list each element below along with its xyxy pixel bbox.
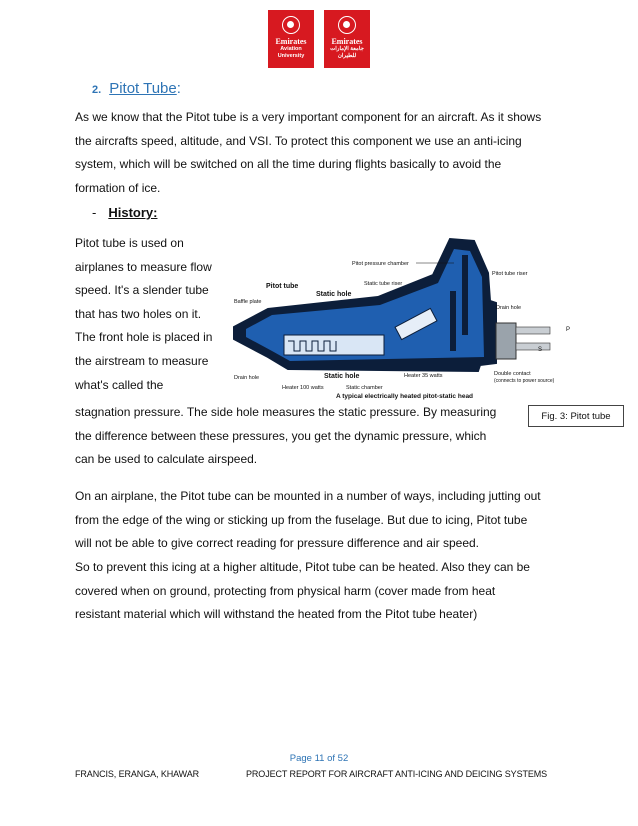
emirates-emblem-icon — [282, 16, 300, 34]
label-baffle-plate: Baffle plate — [234, 299, 262, 305]
label-double-contact: Double contact — [494, 371, 531, 377]
logo-arabic-line-1: Emirates — [331, 37, 363, 46]
figure-title: A typical electrically heated pitot-static head — [336, 393, 474, 400]
history-cont-line: the difference between these pressures, you get the dynamic pressure, which — [75, 428, 487, 443]
logo-arabic-line-2: جامعة الإمارات — [330, 46, 364, 52]
prevention-line: So to prevent this icing at a higher altitude, Pitot tube can be heated. Also they can be — [75, 560, 530, 574]
label-s-marker: S — [538, 347, 543, 353]
history-line: speed. It's a slender tube — [75, 283, 209, 298]
mounting-line: will not be able to give correct reading for pressure difference and air speed. — [75, 536, 480, 551]
intro-line: As we know that the Pitot tube is a very important component for an aircraft. As it shows — [75, 110, 542, 124]
connector-body — [496, 323, 516, 359]
section-title: Pitot Tube — [109, 80, 177, 97]
history-line: the airstream to measure — [75, 353, 209, 368]
footer-authors: FRANCIS, ERANGA, KHAWAR — [75, 769, 200, 779]
history-line: that has two holes on it. — [75, 306, 202, 321]
history-cont-line: can be used to calculate airspeed. — [75, 452, 258, 467]
label-heater-35: Heater 35 watts — [404, 373, 443, 379]
history-line: Pitot tube is used on — [75, 236, 184, 250]
history-title: History: — [108, 205, 158, 220]
intro-line: formation of ice. — [75, 180, 161, 195]
pitot-static-head-diagram — [228, 231, 571, 403]
section-heading — [92, 80, 181, 97]
intro-paragraph — [75, 106, 545, 200]
label-static-chamber: Static chamber — [346, 385, 383, 391]
label-static-tube-riser: Static tube riser — [364, 281, 403, 287]
logo-line-2: Aviation — [280, 46, 302, 52]
pitot-tube-riser-pipe — [462, 255, 468, 335]
label-pitot-pressure-chamber: Pitot pressure chamber — [352, 261, 409, 267]
intro-line: system, which will be switched on all the time during flights basically to avoid the — [75, 157, 502, 172]
bullet-dash: - — [92, 205, 97, 220]
logo-line-3: University — [277, 53, 305, 59]
section-colon: : — [176, 80, 181, 97]
intro-line: the aircrafts speed, altitude, and VSI. To protect this component we use an anti-icing — [75, 133, 522, 148]
label-static-hole-bottom: Static hole — [324, 373, 360, 380]
emirates-emblem-icon — [338, 16, 356, 34]
label-p-marker: P — [566, 327, 571, 333]
section-number: 2. — [92, 84, 102, 96]
mounting-line: from the edge of the wing or sticking up from the fuselage. But due to icing, Pitot tube — [75, 512, 528, 527]
prevention-paragraph — [75, 556, 545, 627]
label-pitot-tube: Pitot tube — [266, 283, 299, 290]
prevention-line: resistant material which will withstand the heated from the Pitot tube heater) — [75, 607, 478, 622]
history-paragraph — [75, 232, 225, 397]
connector-pin-bottom — [516, 343, 550, 350]
emirates-aviation-university-arabic-logo — [324, 10, 370, 68]
logo-arabic-line-3: للطيران — [337, 53, 357, 59]
history-cont-line: stagnation pressure. The side hole measures the static pressure. By measuring — [75, 405, 497, 419]
figure-caption: Fig. 3: Pitot tube — [528, 405, 624, 427]
label-heater-100: Heater 100 watts — [282, 385, 324, 391]
history-continuation — [75, 401, 545, 472]
logo-line-1: Emirates — [275, 37, 307, 46]
footer-report-title: PROJECT REPORT FOR AIRCRAFT ANTI-ICING AND DEICING SYSTEMS — [246, 769, 548, 779]
history-line: what's called the — [75, 377, 164, 392]
prevention-line: covered when on ground, protecting from physical harm (cover made from heat — [75, 583, 496, 598]
connector-pin-top — [516, 327, 550, 334]
page-number: Page 11 of 52 — [289, 753, 349, 764]
mounting-line: On an airplane, the Pitot tube can be mounted in a number of ways, including jutting out — [75, 489, 541, 503]
label-static-hole-top: Static hole — [316, 291, 352, 298]
history-line: airplanes to measure flow — [75, 259, 212, 274]
history-line: The front hole is placed in — [75, 330, 213, 345]
label-pitot-tube-riser: Pitot tube riser — [492, 271, 528, 277]
label-double-contact-note: (connects to power source) — [494, 378, 555, 384]
static-tube-riser-pipe — [450, 291, 456, 351]
emirates-aviation-university-logo — [268, 10, 314, 68]
label-drain-hole-left: Drain hole — [234, 375, 260, 381]
history-heading — [92, 205, 157, 220]
mounting-paragraph — [75, 485, 545, 556]
pitot-chamber — [284, 335, 384, 355]
label-drain-hole-right: Drain hole — [496, 305, 522, 311]
